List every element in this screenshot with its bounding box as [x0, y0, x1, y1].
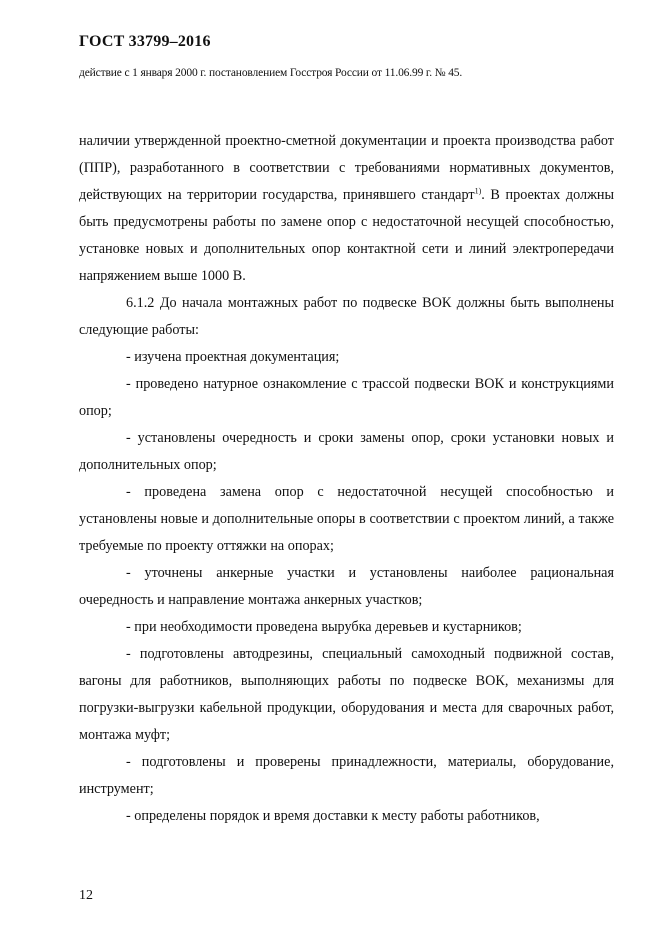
document-body — [79, 128, 614, 830]
footnote-reference: 1) — [474, 186, 482, 196]
list-item: - установлены очередность и сроки замены опор, сроки установки новых и дополнительных опор; — [79, 430, 614, 473]
list-item: - проведено натурное ознакомление с трассой подвески ВОК и конструкциями опор; — [79, 376, 614, 419]
paragraph-continued — [79, 128, 614, 290]
document-code: ГОСТ 33799–2016 — [79, 33, 211, 50]
paragraph-text: наличии утвержденной проектно-сметной документации и проекта производства работ (ППР), разработанного в соответствии с требованиями нормативных документов, действующих на территории государства, принявшего стандарт — [79, 133, 614, 203]
clause-6-1-2: 6.1.2 До начала монтажных работ по подвеске ВОК должны быть выполнены следующие работы: — [79, 295, 614, 338]
list-item: - проведена замена опор с недостаточной несущей способностью и установлены новые и дополнительные опоры в соответствии с проектом линий, а также требуемые по проекту оттяжки на опорах; — [79, 484, 614, 554]
footnote-text: действие с 1 января 2000 г. постановлением Госстроя России от 11.06.99 г. № 45. — [79, 67, 463, 79]
paragraph-text-continued: . В проектах должны быть предусмотрены работы по замене опор с недостаточной несущей способностью, установке новых и дополнительных опор контактной сети и линий электропередачи напряжением выше 1000 В. — [79, 187, 614, 284]
list-item: - изучена проектная документация; — [126, 349, 340, 365]
list-item: - подготовлены автодрезины, специальный самоходный подвижной состав, вагоны для работников, выполняющих работы по подвеске ВОК, механизмы для погрузки-выгрузки кабельной продукции, оборудования и места для сварочных работ, монтажа муфт; — [79, 646, 614, 743]
page-number: 12 — [79, 888, 93, 903]
list-item: - подготовлены и проверены принадлежности, материалы, оборудование, инструмент; — [79, 754, 614, 797]
list-item: - при необходимости проведена вырубка деревьев и кустарников; — [126, 619, 522, 635]
list-item: - определены порядок и время доставки к месту работы работников, — [126, 808, 540, 824]
list-item: - уточнены анкерные участки и установлены наиболее рациональная очередность и направление монтажа анкерных участков; — [79, 565, 614, 608]
